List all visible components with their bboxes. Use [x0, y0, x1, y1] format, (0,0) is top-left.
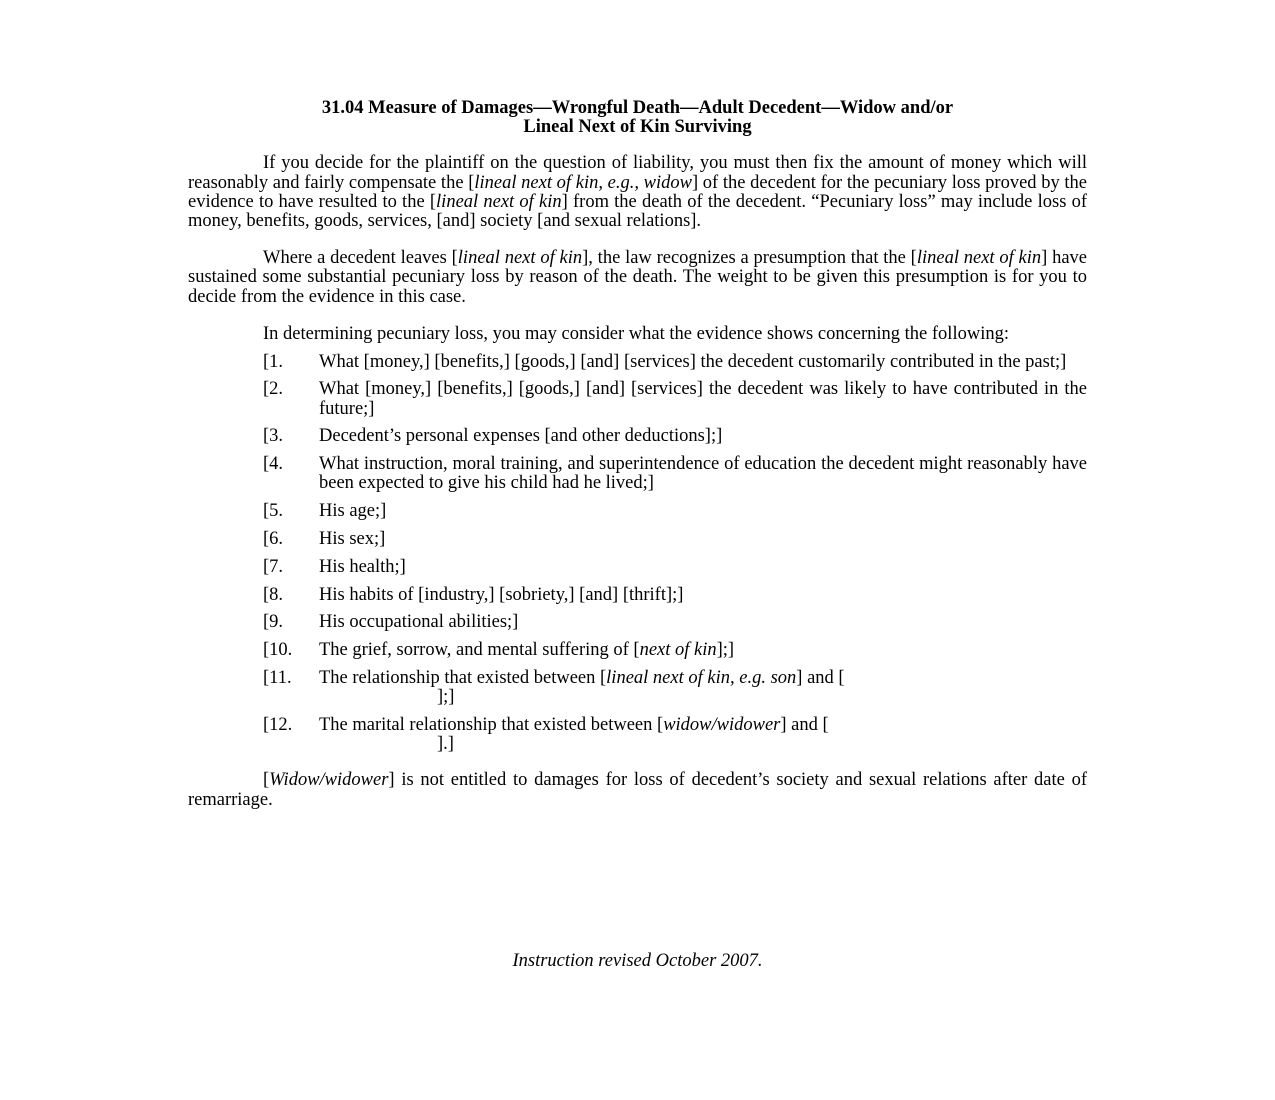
list-item: [4. What instruction, moral training, and superintendence of education the decedent might reasonably have been expected to give his child had he lived;] — [263, 454, 1087, 494]
revision-note: Instruction revised October 2007. — [512, 951, 763, 971]
list-item: [5. His age;] — [263, 501, 387, 522]
list-item: [10. The grief, sorrow, and mental suffering of [next of kin];] — [263, 640, 735, 661]
list-item: [8. His habits of [industry,] [sobriety,] [and] [thrift];] — [263, 584, 684, 605]
list-item: [1. What [money,] [benefits,] [goods,] [and] [services] the decedent customarily contributed in the past;] — [263, 351, 1067, 372]
list-item: [9. His occupational abilities;] — [263, 612, 519, 633]
paragraph-liability: If you decide for the plaintiff on the question of liability, you must then fix the amount of money which will reasonably and fairly compensate the [lineal next of kin, e.g., widow] of the decedent for the pecuniary loss proved by the evidence to have resulted to the [lineal next of kin] from the death of the decedent. “Pecuniary loss” may include loss of money, benefits, goods, services, [and] society [and sexual relations]. — [188, 153, 1088, 232]
list-item: [7. His health;] — [263, 556, 406, 577]
list-item: [3. Decedent’s personal expenses [and other deductions];] — [263, 426, 723, 447]
paragraph-remarriage: [Widow/widower] is not entitled to damages for loss of decedent’s society and sexual relations after date of remarriage. — [188, 770, 1087, 810]
list-item: [6. His sex;] — [263, 529, 386, 550]
paragraph-pecuniary-loss: In determining pecuniary loss, you may consider what the evidence shows concerning the following: — [263, 323, 1009, 344]
title-line-2: Lineal Next of Kin Surviving — [523, 117, 752, 138]
title-line-1: 31.04 Measure of Damages—Wrongful Death—Adult Decedent—Widow and/or — [321, 98, 954, 118]
document-body — [188, 99, 1087, 828]
paragraph-presumption: Where a decedent leaves [lineal next of kin], the law recognizes a presumption that the [lineal next of kin] have sustained some substantial pecuniary loss by reason of the death. The weight to be given this presumption is for you to decide from the evidence in this case. — [188, 248, 1088, 307]
list-item: [12. The marital relationship that existed between [widow/widower] and [ ].] — [263, 715, 829, 755]
considerations-list — [188, 353, 1087, 755]
page-title — [188, 99, 1087, 137]
list-item: [11. The relationship that existed between [lineal next of kin, e.g. son] and [ ];] — [263, 668, 845, 708]
list-item: [2. What [money,] [benefits,] [goods,] [and] [services] the decedent was likely to have contributed in the future;] — [263, 379, 1087, 419]
